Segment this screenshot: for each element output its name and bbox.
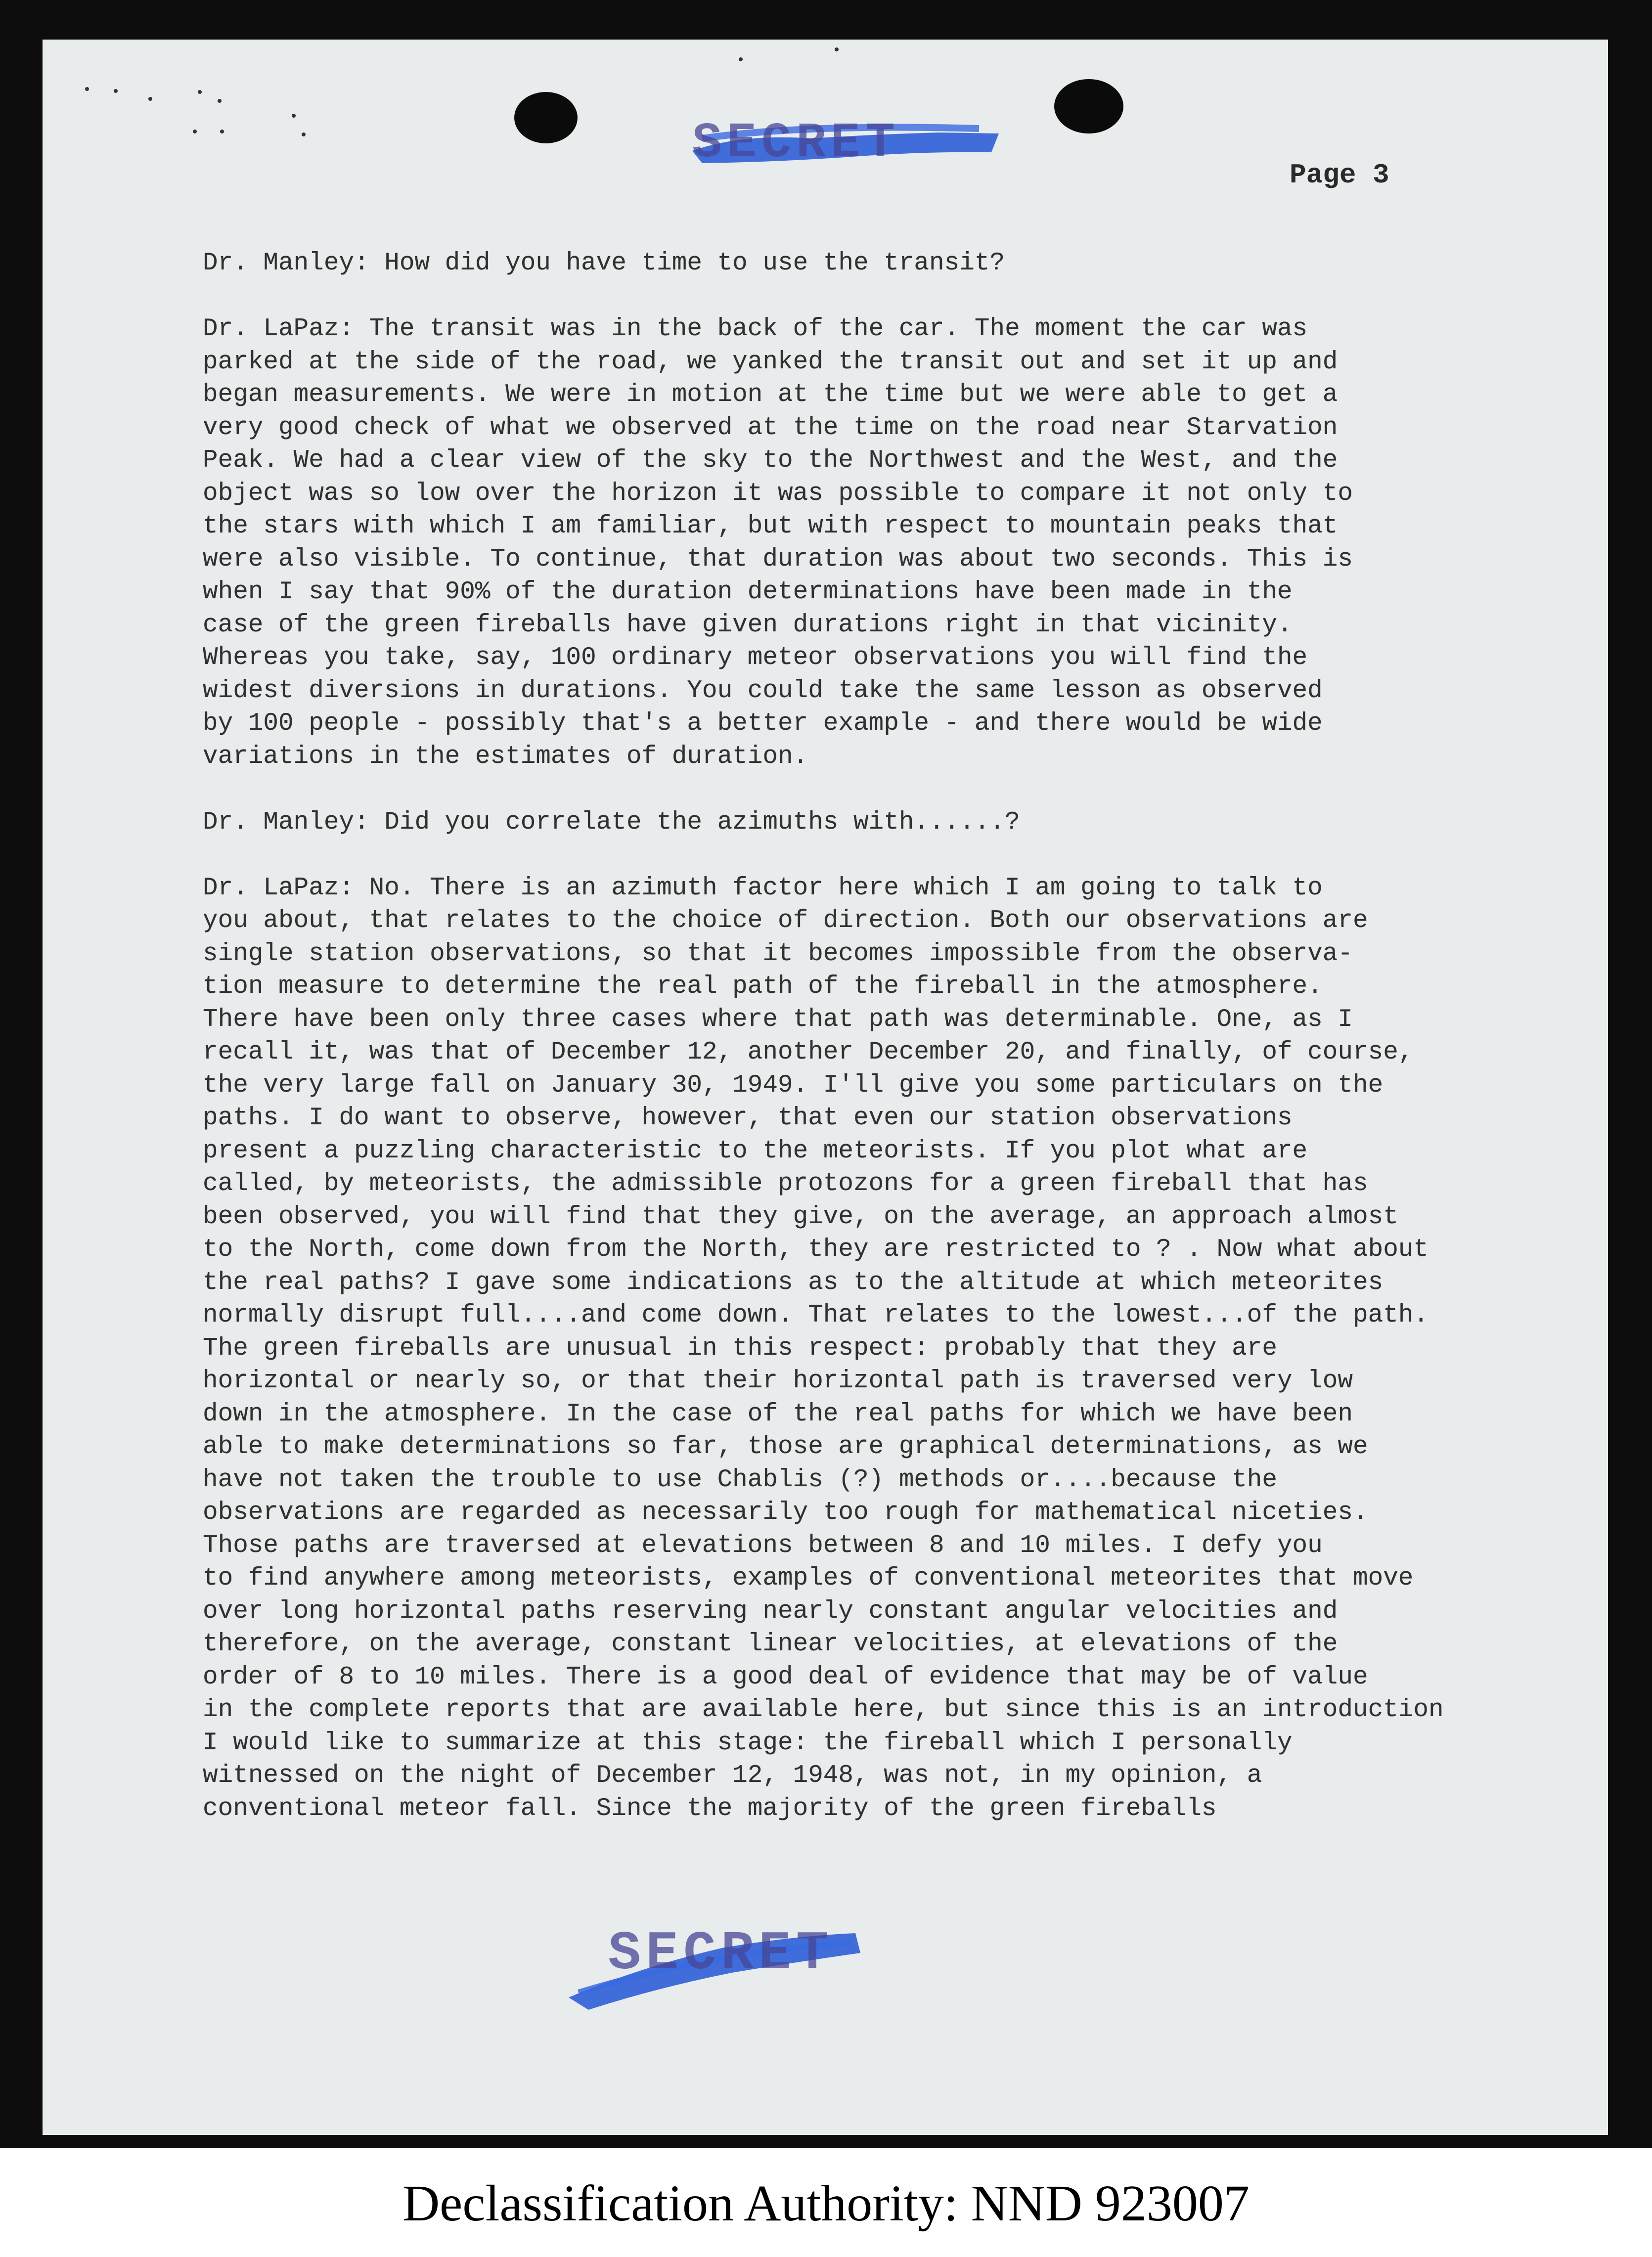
footer [0,2148,1652,2257]
typed-line: Those paths are traversed at elevations between 8 and 10 miles. I defy you [203,1531,1323,1560]
typed-line: been observed, you will find that they give, on the average, an approach almost [203,1202,1398,1231]
typed-line: to find anywhere among meteorists, examples of conventional meteorites that move [203,1564,1414,1593]
typed-line: Dr. LaPaz: No. There is an azimuth factor here which I am going to talk to [203,874,1323,902]
typed-line: Dr. LaPaz: The transit was in the back of the car. The moment the car was [203,315,1308,343]
typed-line: Dr. Manley: How did you have time to use the transit? [203,249,1005,277]
paragraph-gap [203,773,1567,806]
typed-line: tion measure to determine the real path of the fireball in the atmosphere. [203,973,1323,1001]
typed-line: the real paths? I gave some indications as to the altitude at which meteorites [203,1268,1384,1297]
typed-line: paths. I do want to observe, however, that even our station observations [203,1104,1293,1132]
typed-line: case of the green fireballs have given durations right in that vicinity. [203,611,1293,639]
stamp-label: SECRET [608,1923,834,1985]
typed-line: widest diversions in durations. You could take the same lesson as observed [203,676,1323,705]
typed-line: over long horizontal paths reserving nearly constant angular velocities and [203,1597,1338,1626]
typed-line: Dr. Manley: Did you correlate the azimuths with......? [203,808,1020,837]
secret-stamp-bottom [559,1918,875,2017]
typed-line: present a puzzling characteristic to the meteorists. If you plot what are [203,1137,1308,1165]
typed-line: witnessed on the night of December 12, 1948, was not, in my opinion, a [203,1762,1262,1790]
typed-line: single station observations, so that it becomes impossible from the observa- [203,939,1353,968]
punch-hole-right [1054,79,1123,133]
typed-line: variations in the estimates of duration. [203,742,808,771]
typed-line: conventional meteor fall. Since the majority of the green fireballs [203,1794,1217,1823]
typed-line: began measurements. We were in motion at the time but we were able to get a [203,381,1338,409]
typed-line: parked at the side of the road, we yanked the transit out and set it up and [203,348,1338,376]
typed-line: by 100 people - possibly that's a better example - and there would be wide [203,709,1323,738]
speck [835,47,839,51]
typed-line: the very large fall on January 30, 1949. I'll give you some particulars on the [203,1071,1384,1100]
declassification-authority: Declassification Authority: NND 923007 [402,2175,1250,2232]
speck [218,99,222,103]
typed-line: able to make determinations so far, those are graphical determinations, as we [203,1433,1368,1461]
memo-body [203,247,1567,1825]
page-number: Page 3 [1290,159,1389,191]
typed-line: to the North, come down from the North, they are restricted to ? . Now what about [203,1236,1429,1264]
speck [148,97,152,101]
typed-line: There have been only three cases where that path was determinable. One, as I [203,1005,1353,1034]
typed-line: in the complete reports that are available here, but since this is an introduction [203,1696,1444,1724]
typed-line: order of 8 to 10 miles. There is a good deal of evidence that may be of value [203,1663,1368,1691]
typed-line: Whereas you take, say, 100 ordinary meteor observations you will find the [203,644,1308,672]
typed-line: have not taken the trouble to use Chablis (?) methods or....because the [203,1465,1277,1494]
paragraph-gap [203,839,1567,872]
typed-line: object was so low over the horizon it was possible to compare it not only to [203,479,1353,508]
stamp-label: SECRET [692,116,900,172]
typed-line: therefore, on the average, constant linear velocities, at elevations of the [203,1630,1338,1658]
speck [198,90,202,94]
typed-line: down in the atmosphere. In the case of the real paths for which we have been [203,1400,1353,1428]
typed-line: normally disrupt full....and come down. That relates to the lowest...of the path. [203,1301,1429,1329]
typed-line: called, by meteorists, the admissible protozons for a green fireball that has [203,1170,1368,1198]
paragraph-gap [203,280,1567,313]
typed-line: observations are regarded as necessarily too rough for mathematical niceties. [203,1499,1368,1527]
typed-line: the stars with which I am familiar, but with respect to mountain peaks that [203,512,1338,540]
speck [292,114,296,118]
typed-line: when I say that 90% of the duration determinations have been made in the [203,578,1293,606]
typed-line: The green fireballs are unusual in this respect: probably that they are [203,1334,1277,1363]
speck [302,133,306,136]
speck [85,87,89,91]
typed-line: were also visible. To continue, that duration was about two seconds. This is [203,545,1353,574]
speck [739,57,743,61]
typed-line: very good check of what we observed at the time on the road near Starvation [203,413,1338,442]
typed-line: I would like to summarize at this stage: the fireball which I personally [203,1728,1293,1757]
typed-line: horizontal or nearly so, or that their horizontal path is traversed very low [203,1367,1353,1395]
speck [114,89,118,93]
speck [193,130,197,133]
speck [220,130,224,133]
secret-stamp-top [682,104,1009,178]
typed-line: you about, that relates to the choice of direction. Both our observations are [203,907,1368,935]
typed-line: Peak. We had a clear view of the sky to the Northwest and the West, and the [203,446,1338,475]
typed-line: recall it, was that of December 12, another December 20, and finally, of course, [203,1038,1414,1066]
punch-hole-left [514,92,578,143]
